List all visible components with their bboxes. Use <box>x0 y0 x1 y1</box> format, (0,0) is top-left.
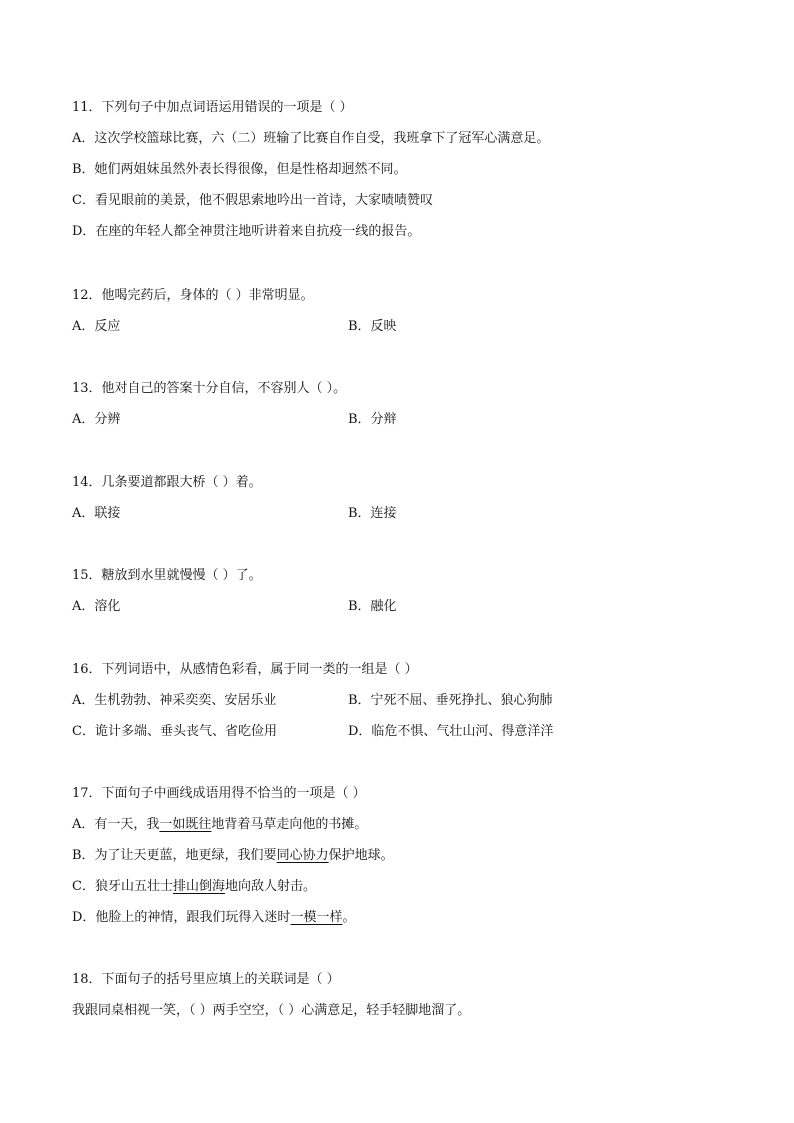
question-stem: 12．他喝完药后，身体的（ ）非常明显。 <box>72 288 314 303</box>
option-text: D．他脸上的神情，跟我们玩得入迷时 <box>72 910 291 925</box>
option-text: 保护地球。 <box>328 848 394 863</box>
question-17 <box>72 784 732 939</box>
option-d[interactable]: D．临危不惧、气壮山河、得意洋洋 <box>348 724 554 739</box>
question-15 <box>72 566 732 628</box>
option-a[interactable]: A．生机勃勃、神采奕奕、安居乐业 <box>72 693 277 708</box>
option-text: C．狼牙山五壮士 <box>72 879 173 894</box>
option-b[interactable]: B．连接 <box>348 506 397 521</box>
option-b[interactable]: B．她们两姐妹虽然外表长得很像，但是性格却迥然不同。 <box>72 162 407 177</box>
option-d[interactable] <box>72 908 732 939</box>
option-b[interactable]: B．融化 <box>348 599 397 614</box>
underlined-idiom: 同心协力 <box>276 848 329 863</box>
question-stem: 16．下列词语中，从感情色彩看，属于同一类的一组是（ ） <box>72 662 418 677</box>
question-11 <box>72 98 732 253</box>
option-a[interactable] <box>72 815 732 846</box>
option-text: B．为了让天更蓝，地更绿，我们要 <box>72 848 277 863</box>
option-b[interactable] <box>72 846 732 877</box>
question-16 <box>72 660 732 753</box>
option-d[interactable]: D．在座的年轻人都全神贯注地听讲着来自抗疫一线的报告。 <box>72 224 421 239</box>
option-text: 地向敌人射击。 <box>224 879 316 894</box>
question-stem: 18．下面句子的括号里应填上的关联词是（ ） <box>72 972 340 987</box>
question-stem: 11．下列句子中加点词语运用错误的一项是（ ） <box>72 100 353 115</box>
underlined-idiom: 排山倒海 <box>172 879 225 894</box>
option-text: 。 <box>342 910 356 925</box>
option-a[interactable]: A．分辨 <box>72 412 121 427</box>
option-a[interactable]: A．反应 <box>72 319 121 334</box>
option-a[interactable]: A．溶化 <box>72 599 121 614</box>
option-b[interactable]: B．宁死不屈、垂死挣扎、狼心狗肺 <box>348 693 553 708</box>
option-b[interactable]: B．反映 <box>348 319 397 334</box>
question-14 <box>72 473 732 535</box>
underlined-idiom: 一如既往 <box>159 817 212 832</box>
option-c[interactable] <box>72 877 732 908</box>
underlined-idiom: 一模一样 <box>290 910 343 925</box>
option-c[interactable]: C．诡计多端、垂头丧气、省吃俭用 <box>72 724 277 739</box>
question-13 <box>72 379 732 441</box>
question-sentence: 我跟同桌相视一笑，（ ）两手空空，（ ）心满意足，轻手轻脚地溜了。 <box>72 1003 471 1018</box>
option-text: A．有一天，我 <box>72 817 160 832</box>
question-18 <box>72 970 732 1032</box>
question-stem: 17．下面句子中画线成语用得不恰当的一项是（ ） <box>72 786 366 801</box>
question-stem: 15．糖放到水里就慢慢（ ）了。 <box>72 568 262 583</box>
option-text: 地背着马草走向他的书摊。 <box>211 817 368 832</box>
option-a[interactable]: A．这次学校篮球比赛，六（二）班输了比赛自作自受，我班拿下了冠军心满意足。 <box>72 131 550 146</box>
option-c[interactable]: C．看见眼前的美景，他不假思索地吟出一首诗，大家啧啧赞叹 <box>72 193 433 208</box>
question-stem: 13．他对自己的答案十分自信，不容别人（ ）。 <box>72 381 347 396</box>
option-a[interactable]: A．联接 <box>72 506 121 521</box>
question-stem: 14．几条要道都跟大桥（ ）着。 <box>72 475 262 490</box>
question-12 <box>72 286 732 348</box>
option-b[interactable]: B．分辩 <box>348 412 397 427</box>
